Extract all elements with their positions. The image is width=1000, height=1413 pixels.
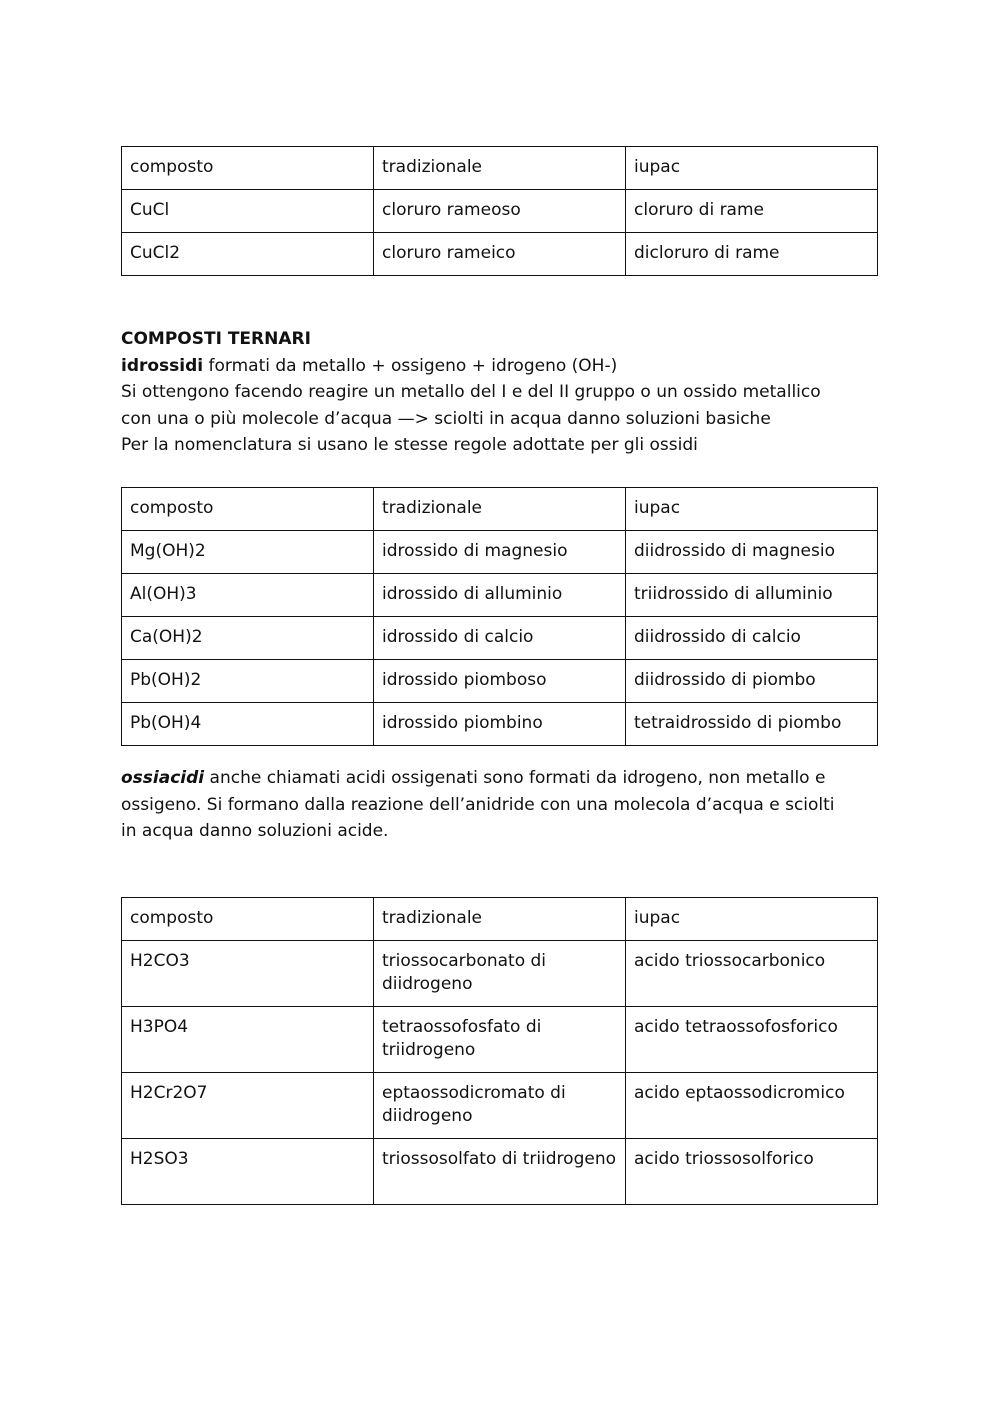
table-row [122, 941, 878, 1007]
table-row [122, 233, 878, 276]
cell-tradizionale: cloruro rameico [374, 233, 626, 276]
header-iupac: iupac [626, 898, 878, 941]
cell-iupac: acido eptaossodicromico [626, 1073, 878, 1139]
cell-tradizionale: tetraossofosfato di triidrogeno [374, 1007, 626, 1073]
cell-iupac: tetraidrossido di piombo [626, 703, 878, 746]
header-tradizionale: tradizionale [374, 147, 626, 190]
paragraph-line: Si ottengono facendo reagire un metallo del I e del II gruppo o un ossido metallico [121, 382, 821, 402]
table-row [122, 1007, 878, 1073]
cell-composto: Al(OH)3 [122, 574, 374, 617]
table-row [122, 531, 878, 574]
paragraph-line: ossigeno. Si formano dalla reazione dell’anidride con una molecola d’acqua e sciolti [121, 794, 835, 815]
paragraph-line: in acqua danno soluzioni acide. [121, 821, 389, 841]
cell-iupac: cloruro di rame [626, 190, 878, 233]
cell-iupac: dicloruro di rame [626, 233, 878, 276]
paragraph-line: con una o più molecole d’acqua —> sciolti in acqua danno soluzioni basiche [121, 408, 771, 429]
table-row [122, 660, 878, 703]
cell-iupac: diidrossido di calcio [626, 617, 878, 660]
cell-composto: H2Cr2O7 [122, 1073, 374, 1139]
table-row [122, 1139, 878, 1205]
cell-iupac: diidrossido di piombo [626, 660, 878, 703]
idrossidi-term: idrossidi [121, 355, 204, 376]
header-iupac: iupac [626, 488, 878, 531]
header-composto: composto [122, 898, 374, 941]
cell-composto: CuCl2 [122, 233, 374, 276]
header-tradizionale: tradizionale [374, 488, 626, 531]
cell-composto: Pb(OH)4 [122, 703, 374, 746]
ternari-section [121, 326, 881, 459]
cell-composto: CuCl [122, 190, 374, 233]
table-header-row [122, 488, 878, 531]
table-row [122, 574, 878, 617]
cell-tradizionale: idrossido di alluminio [374, 574, 626, 617]
cell-composto: H2SO3 [122, 1139, 374, 1205]
table-header-row [122, 898, 878, 941]
table-row [122, 617, 878, 660]
cell-tradizionale: cloruro rameoso [374, 190, 626, 233]
cell-tradizionale: idrossido piomboso [374, 660, 626, 703]
cell-tradizionale: triossosolfato di triidrogeno [374, 1139, 626, 1205]
cell-composto: Ca(OH)2 [122, 617, 374, 660]
cell-composto: H3PO4 [122, 1007, 374, 1073]
table-idrossidi [121, 487, 878, 746]
cell-iupac: acido triossocarbonico [626, 941, 878, 1007]
table-row [122, 1073, 878, 1139]
ossiacidi-first-line [121, 765, 881, 792]
cell-composto: Mg(OH)2 [122, 531, 374, 574]
section-heading: COMPOSTI TERNARI [121, 329, 311, 349]
idrossidi-definition [121, 353, 881, 380]
header-composto: composto [122, 147, 374, 190]
cell-composto: Pb(OH)2 [122, 660, 374, 703]
header-composto: composto [122, 488, 374, 531]
table-ossiacidi [121, 897, 878, 1205]
cell-iupac: diidrossido di magnesio [626, 531, 878, 574]
header-iupac: iupac [626, 147, 878, 190]
idrossidi-def-text: formati da metallo + ossigeno + idrogeno (OH-) [203, 355, 618, 376]
cell-iupac: acido tetraossofosforico [626, 1007, 878, 1073]
cell-tradizionale: eptaossodicromato di diidrogeno [374, 1073, 626, 1139]
cell-tradizionale: triossocarbonato di diidrogeno [374, 941, 626, 1007]
paragraph-line: Per la nomenclatura si usano le stesse regole adottate per gli ossidi [121, 435, 698, 455]
table-row [122, 190, 878, 233]
table-copper-chlorides [121, 146, 878, 276]
ossiacidi-line1-text: anche chiamati acidi ossigenati sono formati da idrogeno, non metallo e [204, 768, 826, 788]
header-tradizionale: tradizionale [374, 898, 626, 941]
ossiacidi-section [121, 765, 881, 845]
cell-iupac: triidrossido di alluminio [626, 574, 878, 617]
cell-composto: H2CO3 [122, 941, 374, 1007]
cell-tradizionale: idrossido piombino [374, 703, 626, 746]
ossiacidi-term: ossiacidi [121, 768, 205, 788]
table-header-row [122, 147, 878, 190]
table-row [122, 703, 878, 746]
cell-iupac: acido triossosolforico [626, 1139, 878, 1205]
cell-tradizionale: idrossido di magnesio [374, 531, 626, 574]
cell-tradizionale: idrossido di calcio [374, 617, 626, 660]
